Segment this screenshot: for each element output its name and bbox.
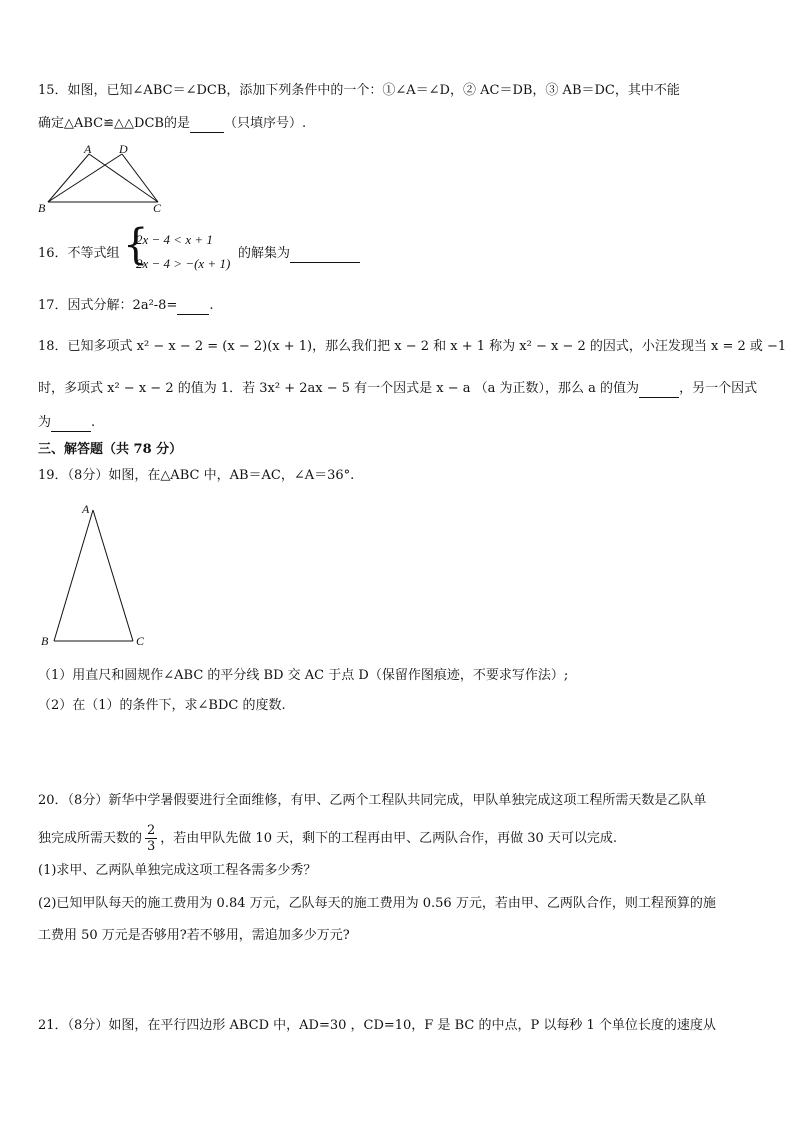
q20-line2-post: ，若由甲队先做 10 天，剩下的工程再由甲、乙两队合作，再做 30 天可以完成. (160, 831, 618, 846)
q20-line2-text: 独完成所需天数的 (38, 831, 143, 846)
q15-line1: 15．如图，已知∠ABC＝∠DCB，添加下列条件中的一个：①∠A＝∠D，② AC＝DB，③ AB＝DC，其中不能 (38, 83, 680, 98)
q15-label-a: A (84, 142, 92, 156)
q19-part1: （1）用直尺和圆规作∠ABC 的平分线 BD 交 AC 于点 D（保留作图痕迹，不要求写作法）; (38, 668, 569, 683)
q15-segment-dc (122, 154, 158, 202)
q16-suffix (238, 245, 360, 263)
q20-part2-line2: 工费用 50 万元是否够用?若不够用，需追加多少万元? (38, 928, 350, 943)
q15-answer-blank[interactable] (190, 132, 224, 133)
q19-side-ac (93, 510, 133, 641)
q18-line3-post: . (91, 415, 96, 430)
q19-label-a: A (82, 502, 90, 516)
q18-line3-text: 为 (38, 415, 52, 430)
q18-answer-blank-2[interactable] (51, 431, 91, 432)
q16-suffix-text: 的解集为 (238, 246, 291, 261)
q20-part2-line1: (2)已知甲队每天的施工费用为 0.84 万元，乙队每天的施工费用为 0.56 万元，若由甲、乙两队合作，则工程预算的施 (38, 896, 716, 911)
q19-part2: （2）在（1）的条件下，求∠BDC 的度数. (38, 698, 286, 713)
q20-line2 (38, 822, 617, 856)
q20-fraction (145, 823, 157, 854)
q19-stem: 19．（8分）如图，在△ABC 中，AB＝AC，∠A＝36°. (38, 468, 355, 483)
q15-line2 (38, 115, 306, 133)
q16-inequality-1: 2x − 4 < x + 1 (136, 232, 213, 247)
q19-label-b: B (41, 634, 49, 648)
q18-line3 (38, 414, 95, 432)
q15-segment-bd (48, 154, 122, 202)
section-heading: 三、解答题（共 78 分） (38, 442, 183, 457)
q16-inequality-2: 2x − 4 > −(x + 1) (136, 256, 231, 271)
q15-segment-ba (48, 154, 89, 202)
q20-line1: 20．（8分）新华中学暑假要进行全面维修，有甲、乙两个工程队共同完成，甲队单独完成这项工程所需天数是乙队单 (38, 793, 707, 808)
q15-label-c: C (153, 201, 162, 215)
q16-prefix: 16．不等式组 (38, 246, 120, 261)
q21-line1: 21．（8分）如图，在平行四边形 ABCD 中，AD=30 ，CD=10，F 是 BC 的中点，P 以每秒 1 个单位长度的速度从 (38, 1018, 716, 1033)
q18-line2-post: ，另一个因式 (679, 381, 758, 396)
q17-answer-blank[interactable] (177, 314, 209, 315)
q19-label-c: C (136, 634, 145, 648)
q15-label-b: B (38, 201, 46, 215)
q20-part1: (1)求甲、乙两队单独完成这项工程各需多少秀？ (38, 863, 317, 878)
q17-post: . (209, 298, 214, 313)
q18-answer-blank-1[interactable] (639, 397, 679, 398)
q20-fraction-denominator: 3 (147, 839, 156, 854)
q16-answer-blank[interactable] (290, 262, 360, 263)
q15-label-d: D (119, 142, 128, 156)
q15-line2-post: （只填序号）. (223, 116, 307, 131)
q17-line (38, 297, 213, 315)
q18-line2-text: 时，多项式 x² − x − 2 的值为 1．若 3x² + 2ax − 5 有一个因式是 x − a （a 为正数），那么 a 的值为 (38, 381, 640, 396)
q20-fraction-numerator: 2 (147, 823, 156, 838)
q15-line2-text: 确定△ABC≌△△DCB的是 (38, 116, 190, 131)
q18-line2 (38, 380, 757, 398)
q16-brace: { (123, 220, 149, 270)
q19-side-ab (54, 510, 93, 641)
q19-triangle-figure (40, 500, 150, 650)
q15-segment-ac (89, 154, 158, 202)
q18-line1: 18．已知多项式 x² − x − 2 = (x − 2)(x + 1)，那么我们把 x − 2 和 x + 1 称为 x² − x − 2 的因式，小汪发现当 x = 2 或 −1 (38, 339, 787, 354)
q17-text: 17．因式分解：2a²-8= (38, 298, 178, 313)
